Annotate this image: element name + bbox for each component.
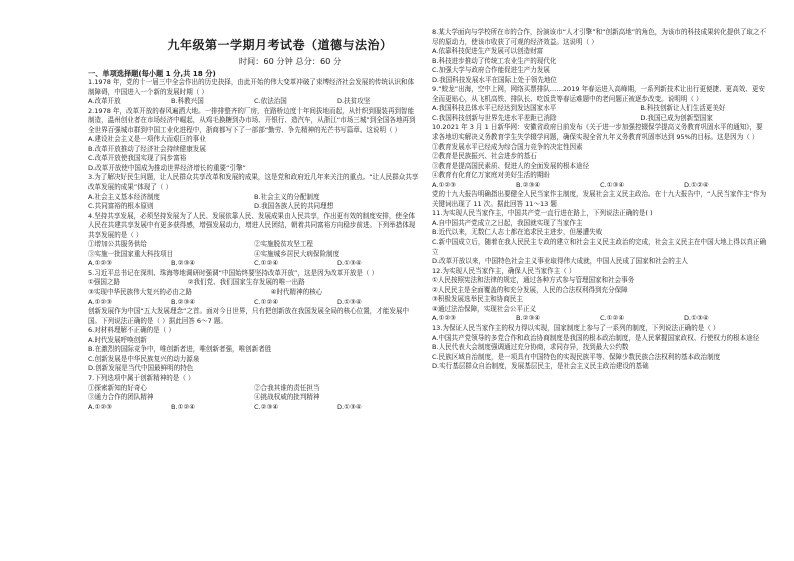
question-11: 11.为实现人民当家作主，中国共产党一直行进在路上，下列说法正确的是( ): [432, 209, 653, 218]
option: B.②③④: [171, 259, 196, 268]
option: B.②③④: [516, 180, 541, 189]
question-8: 8.某大学面向与学校所在市的合作，扮演该市“人才引擎”和“创新高地”的角色，为该市的科技成果转化提供了取之不尽的原动力，使该市收获了可观的经济效益。这说明（ ）: [432, 28, 767, 46]
option: B.科教兴国: [171, 97, 204, 106]
option: C.①③④: [600, 180, 625, 189]
option: B.科技创新让人们生活更美好: [640, 104, 726, 113]
option: D.改革开放使中国成为推动世界经济增长的重要“引擎”: [88, 163, 246, 172]
statement: ①探索新知的好奇心: [88, 383, 147, 392]
option: B.②③④: [171, 297, 196, 306]
question-5: 5.习近平总书记在深圳、珠海等地调研时强调“中国始终要坚持改革开放”，这是因为改革开放是（ ）: [88, 268, 379, 277]
statement: ②我们党、我们国家生存发展的唯一出路: [187, 278, 305, 287]
option: A.社会主义基本经济制度: [88, 192, 160, 201]
option: D.①③④: [337, 297, 362, 306]
exam-info: 时间：60 分钟 总分：60 分: [238, 56, 342, 66]
question-9: 9.“蛟龙”出海，空中上网，网络买票排队……2019 年春运进入高峰期，一系列新技术让出行更便捷、更高效、更安全而更贴心，从飞机高铁、排队长、吃饭贵等春运难题中的老问题正被逐步改变。说明明（ ）: [432, 85, 765, 103]
option: C.我国科技创新与世界先进水平差距已消除: [432, 113, 557, 122]
statement: ②合我其谁的责任担当: [254, 383, 320, 392]
option: D.改革开放以来，中国特色社会主义事业取得伟大成就，中国人民成了国家和社会的主人: [432, 257, 688, 266]
option: B.人民代表大会制度强调通过充分协商，求同存异，找到最大公约数: [432, 343, 629, 352]
question-1-options: [88, 97, 420, 107]
question-5-items: [88, 278, 420, 297]
option: A.自中国共产党成立之日起，我国就实现了当家作主: [432, 218, 583, 227]
question-7-items: [88, 384, 420, 403]
option: A.①②③: [88, 297, 113, 306]
statement: ②实施脱贫攻坚工程: [254, 240, 313, 249]
statement: ③积极发展选举民主和协商民主: [432, 295, 523, 304]
option: D.创新发展是当代中国最鲜明的特色: [88, 364, 194, 373]
exam-title: 九年级第一学期月考试卷（道德与法治）: [167, 38, 393, 52]
question-5-options: [88, 298, 420, 308]
option: B.科技进步推动了传统工农业生产的现代化: [432, 56, 557, 65]
option: A.时代发展呼唤创新: [88, 335, 147, 344]
question-12: 12.为实现人民当家作主，确保人民当家作主（ ）: [432, 266, 576, 275]
statement: ④挑战权威的批判精神: [254, 393, 320, 402]
option: D.扶贫攻坚: [337, 97, 371, 106]
option: B.改革开放推动了经济社会持续健康发展: [88, 144, 206, 153]
option: C.①②④: [254, 297, 279, 306]
question-10: 10.2021 年 3 月 1 日新华网：安徽省政府日前发布《关于进一步加强控辍保学提高义务教育巩固水平的通知》，要求各地切实解决义务教育学生失学辍学问题，确保实现全省九年义务教育巩固率达到 95%的目标。这是因为（ ）: [432, 123, 763, 142]
statement: ③实施一批国家重大科技项目: [88, 249, 174, 258]
option: C.共同富裕的根本原则: [88, 202, 154, 211]
option: D.①③④: [337, 402, 362, 411]
statement: ②教育是民族振兴、社会进步的基石: [432, 152, 537, 161]
question-6: 6.对材料理解不正确的是（ ）: [88, 326, 175, 335]
option: C.创新发展是中华民族复兴的动力源泉: [88, 354, 200, 363]
left-column: [88, 78, 420, 412]
option: C.新中国成立后，随着在我人民民主专政的建立和社会主义民主政治的完成，社会主义民主在中国大地上得以真正确立: [432, 238, 767, 256]
question-2: 2.1978 年，改革开放的春风遍洒大地。一排排整齐的厂房，在路桥边度十年间拔地而起，从针织到服装再到智能制造，温州创业者在市场经济中崛起，从鸡毛换糖到办市场、开银行、造汽车，从浙江“市场三城”到全国各地再到全世界百强城市群到中国工业化进程中，浙商都写下了一部部“勤劳、争先精神的光芒书写篇章。这说明（ ）: [88, 106, 416, 134]
statement: ①强国之路: [88, 278, 121, 287]
option: D.①②④: [684, 180, 709, 189]
option: A.①②③: [88, 402, 113, 411]
material-6-7: 创新发展作为中国“五大发展理念”之首。面对今日世界，只有把创新放在我国发展全局的核心位置，才能发展中国。下列说法正确的是（ ）据此回答 6～7 题。: [88, 307, 410, 325]
option: C.①②④: [600, 314, 625, 323]
question-4-items: [88, 240, 420, 259]
question-7-options: [88, 403, 420, 413]
statement: ④通过法治保障，实现社会公平正义: [432, 304, 537, 313]
option: D.①③④: [684, 314, 709, 323]
statement: ①增加公共服务供给: [88, 240, 147, 249]
question-1: 1.1978 年，党的十一届三中全会作出的历史抉择，由此开始的伟大变革冲破了束缚经济社会发展的传统认识和体制障碍，中国进入一个新的发展时期（ ）: [88, 78, 415, 96]
option: C.加强大学与政府合作能促进生产力发展: [432, 66, 550, 75]
statement: ④实施城乡居民大病保险制度: [254, 249, 340, 258]
question-13: 13.为保证人民当家作主的权力得以实现，国家制度上参与了一系列的制度，下列说法正确的是（ ）: [432, 323, 720, 332]
option: D.①③④: [337, 259, 362, 268]
question-9-options: [432, 104, 768, 123]
option: D.实行基层群众自治制度，发展基层民主，是社会主义民主政治建设的基础: [432, 362, 649, 371]
option: A.我国科技总体水平已经达到发达国家水平: [432, 104, 557, 113]
option: B.①②④: [171, 402, 196, 411]
statement: ③实现中华民族伟大复兴的必由之路: [88, 288, 193, 297]
question-4-options: [88, 259, 420, 269]
option: A.①②③: [88, 259, 113, 268]
option: C.①②④: [254, 259, 279, 268]
option: B.社会主义的分配制度: [254, 192, 320, 201]
option: C.民族区域自治制度，是一项具有中国特色的实现民族平等、保障少数民族合法权利的基本政治制度: [432, 352, 721, 361]
option: A.①②③: [432, 180, 457, 189]
option: A.改革开放: [88, 97, 121, 106]
option: A.①②③: [432, 314, 457, 323]
option: D.我国科技发展水平在国际上处于领先地位: [432, 75, 557, 84]
question-7: 7.下列选项中属于创新精神的是（ ）: [88, 373, 195, 382]
option: C.②③④: [254, 402, 279, 411]
statement: ③通力合作的团队精神: [88, 393, 154, 402]
statement: ④时代精神的核心: [270, 288, 323, 297]
question-4: 4.坚持共享发展，必须坚持发展为了人民、发展依靠人民、发展成果由人民共享，作出更有效的制度安排，使全体人民在共建共享发展中有更多获得感，增强发展动力，增进人民团结，朝着共同富裕方向稳步前进。下列举措体现共享发展的是（ ）: [88, 211, 416, 239]
question-3-options: [88, 193, 420, 212]
section-heading: 一、单项选择题(每小题 1 分,共 18 分): [88, 69, 216, 78]
statement: ③教育是提高国民素质、促进人的全面发展的根本途径: [432, 161, 590, 170]
statement: ②人民民主是全面覆盖的和充分发展，人民的合法权利得到充分保障: [432, 285, 628, 294]
right-column: [432, 28, 768, 372]
option: A.依靠科技促进生产发展可以创造财富: [432, 47, 544, 56]
material-11-13: 党的十九大报告明确指出要健全人民当家作主制度，发展社会主义民主政治。在十九大报告中，“人民当家作主”作为关键词出现了 11 次。据此回答 11～13 题: [432, 190, 767, 208]
option: B.在激烈的国际竞争中，唯创新者进，唯创新者强，唯创新者胜: [88, 345, 272, 354]
question-10-options: [432, 181, 768, 191]
option: A.中国共产党领导的多党合作和政治协商制度是我国的根本政治制度，是人民掌握国家政权、行使权力的根本途径: [432, 333, 760, 342]
option: C.改革开放使我国实现了同步富裕: [88, 154, 187, 163]
statement: ①教育发展水平已经成为综合国力竞争的决定性因素: [432, 142, 583, 151]
option: B.②③④: [516, 314, 541, 323]
option: D.我国各族人民的共同理想: [254, 202, 334, 211]
statement: ①人民按照宪法和法律的规定，通过各种方式参与管理国家和社会事务: [432, 276, 635, 285]
question-3: 3.为了解决好民生问题，让人民群众共享改革和发展的成果，这是党和政府近几年来关注的重点。“让人民群众共享改革发展的成果”体现了（ ）: [88, 173, 419, 192]
option: B.近代以来，无数仁人志士都在追求民主进步，但屡遭失败: [432, 228, 603, 237]
statement: ④教育有化育亿万家庭对美好生活的期盼: [432, 171, 550, 180]
option: D.我国已成为创新型国家: [640, 113, 713, 122]
question-12-options: [432, 314, 768, 324]
option: A.建设社会主义是一项伟大而艰巨的事业: [88, 135, 206, 144]
option: C.依法治国: [254, 97, 287, 106]
